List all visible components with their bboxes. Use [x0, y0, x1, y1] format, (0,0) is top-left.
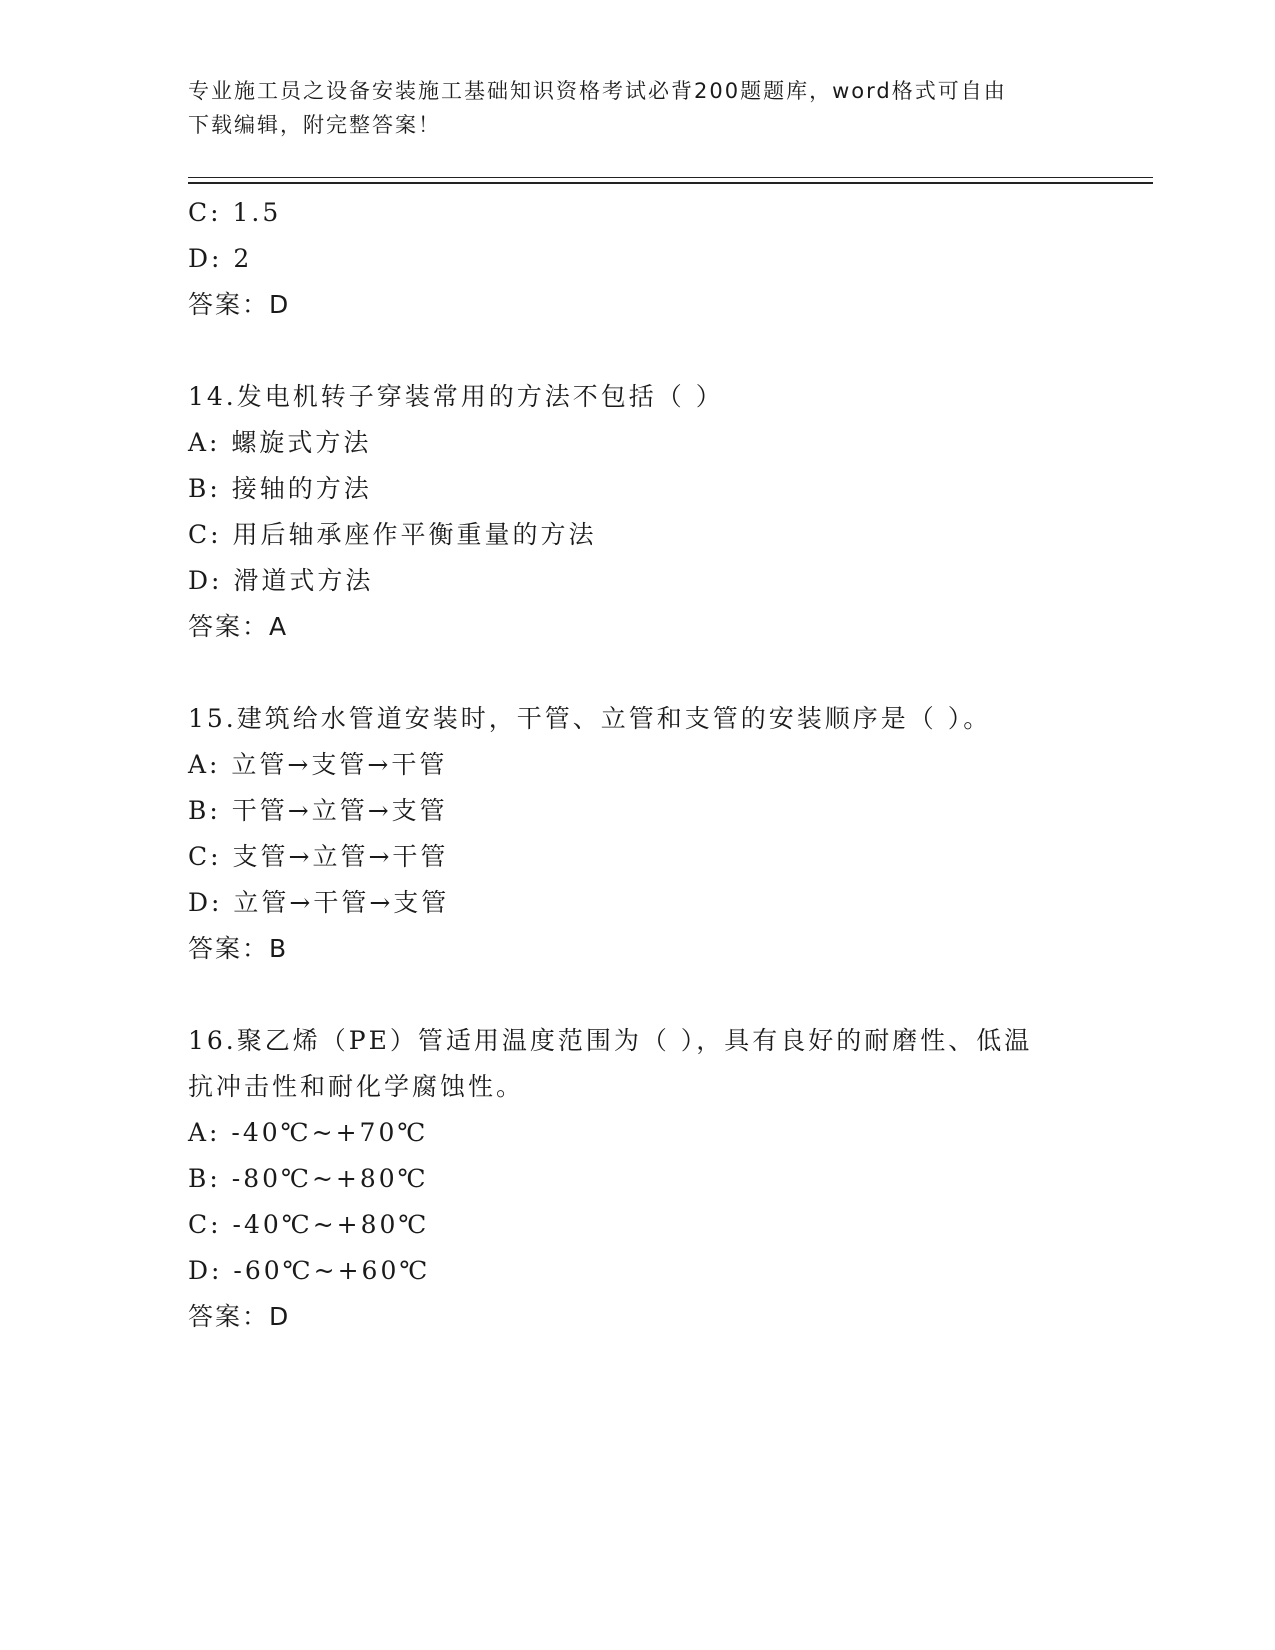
option-d: D: -60℃~+60℃	[188, 1256, 431, 1285]
option-a: A: 立管→支管→干管	[188, 750, 448, 779]
option-d: D: 滑道式方法	[188, 566, 374, 595]
document-header	[188, 74, 1088, 142]
document-body	[188, 190, 1148, 1340]
question-stem-line-2: 抗冲击性和耐化学腐蚀性。	[188, 1072, 525, 1101]
option-c: C: 支管→立管→干管	[188, 842, 449, 871]
question-15	[188, 696, 1148, 972]
option-c: C: 1.5	[188, 198, 282, 227]
option-b: B: 接轴的方法	[188, 474, 372, 503]
spacer	[188, 972, 1148, 1018]
question-stem: 15.建筑给水管道安装时，干管、立管和支管的安装顺序是（ ）。	[188, 704, 992, 733]
question-14	[188, 374, 1148, 650]
spacer	[188, 328, 1148, 374]
answer-line: 答案：D	[188, 290, 291, 319]
spacer	[188, 650, 1148, 696]
option-c: C: 用后轴承座作平衡重量的方法	[188, 520, 597, 549]
option-c: C: -40℃~+80℃	[188, 1210, 430, 1239]
question-stem: 14.发电机转子穿装常用的方法不包括（ ）	[188, 382, 724, 411]
option-a: A: -40℃~+70℃	[188, 1118, 429, 1147]
option-a: A: 螺旋式方法	[188, 428, 372, 457]
option-b: B: -80℃~+80℃	[188, 1164, 429, 1193]
header-title-line-1: 专业施工员之设备安装施工基础知识资格考试必背200题题库，word格式可自由	[188, 79, 1007, 103]
option-b: B: 干管→立管→支管	[188, 796, 448, 825]
option-d: D: 2	[188, 244, 253, 273]
question-13	[188, 190, 1148, 328]
answer-line: 答案：D	[188, 1302, 291, 1331]
header-divider-top	[188, 177, 1153, 178]
option-d: D: 立管→干管→支管	[188, 888, 450, 917]
question-stem-line-1: 16.聚乙烯（PE）管适用温度范围为（ ），具有良好的耐磨性、低温	[188, 1026, 1033, 1055]
header-divider-bottom	[188, 182, 1153, 184]
answer-line: 答案：A	[188, 612, 289, 641]
answer-line: 答案：B	[188, 934, 289, 963]
question-16	[188, 1018, 1148, 1340]
header-title-line-2: 下载编辑，附完整答案！	[188, 113, 441, 137]
